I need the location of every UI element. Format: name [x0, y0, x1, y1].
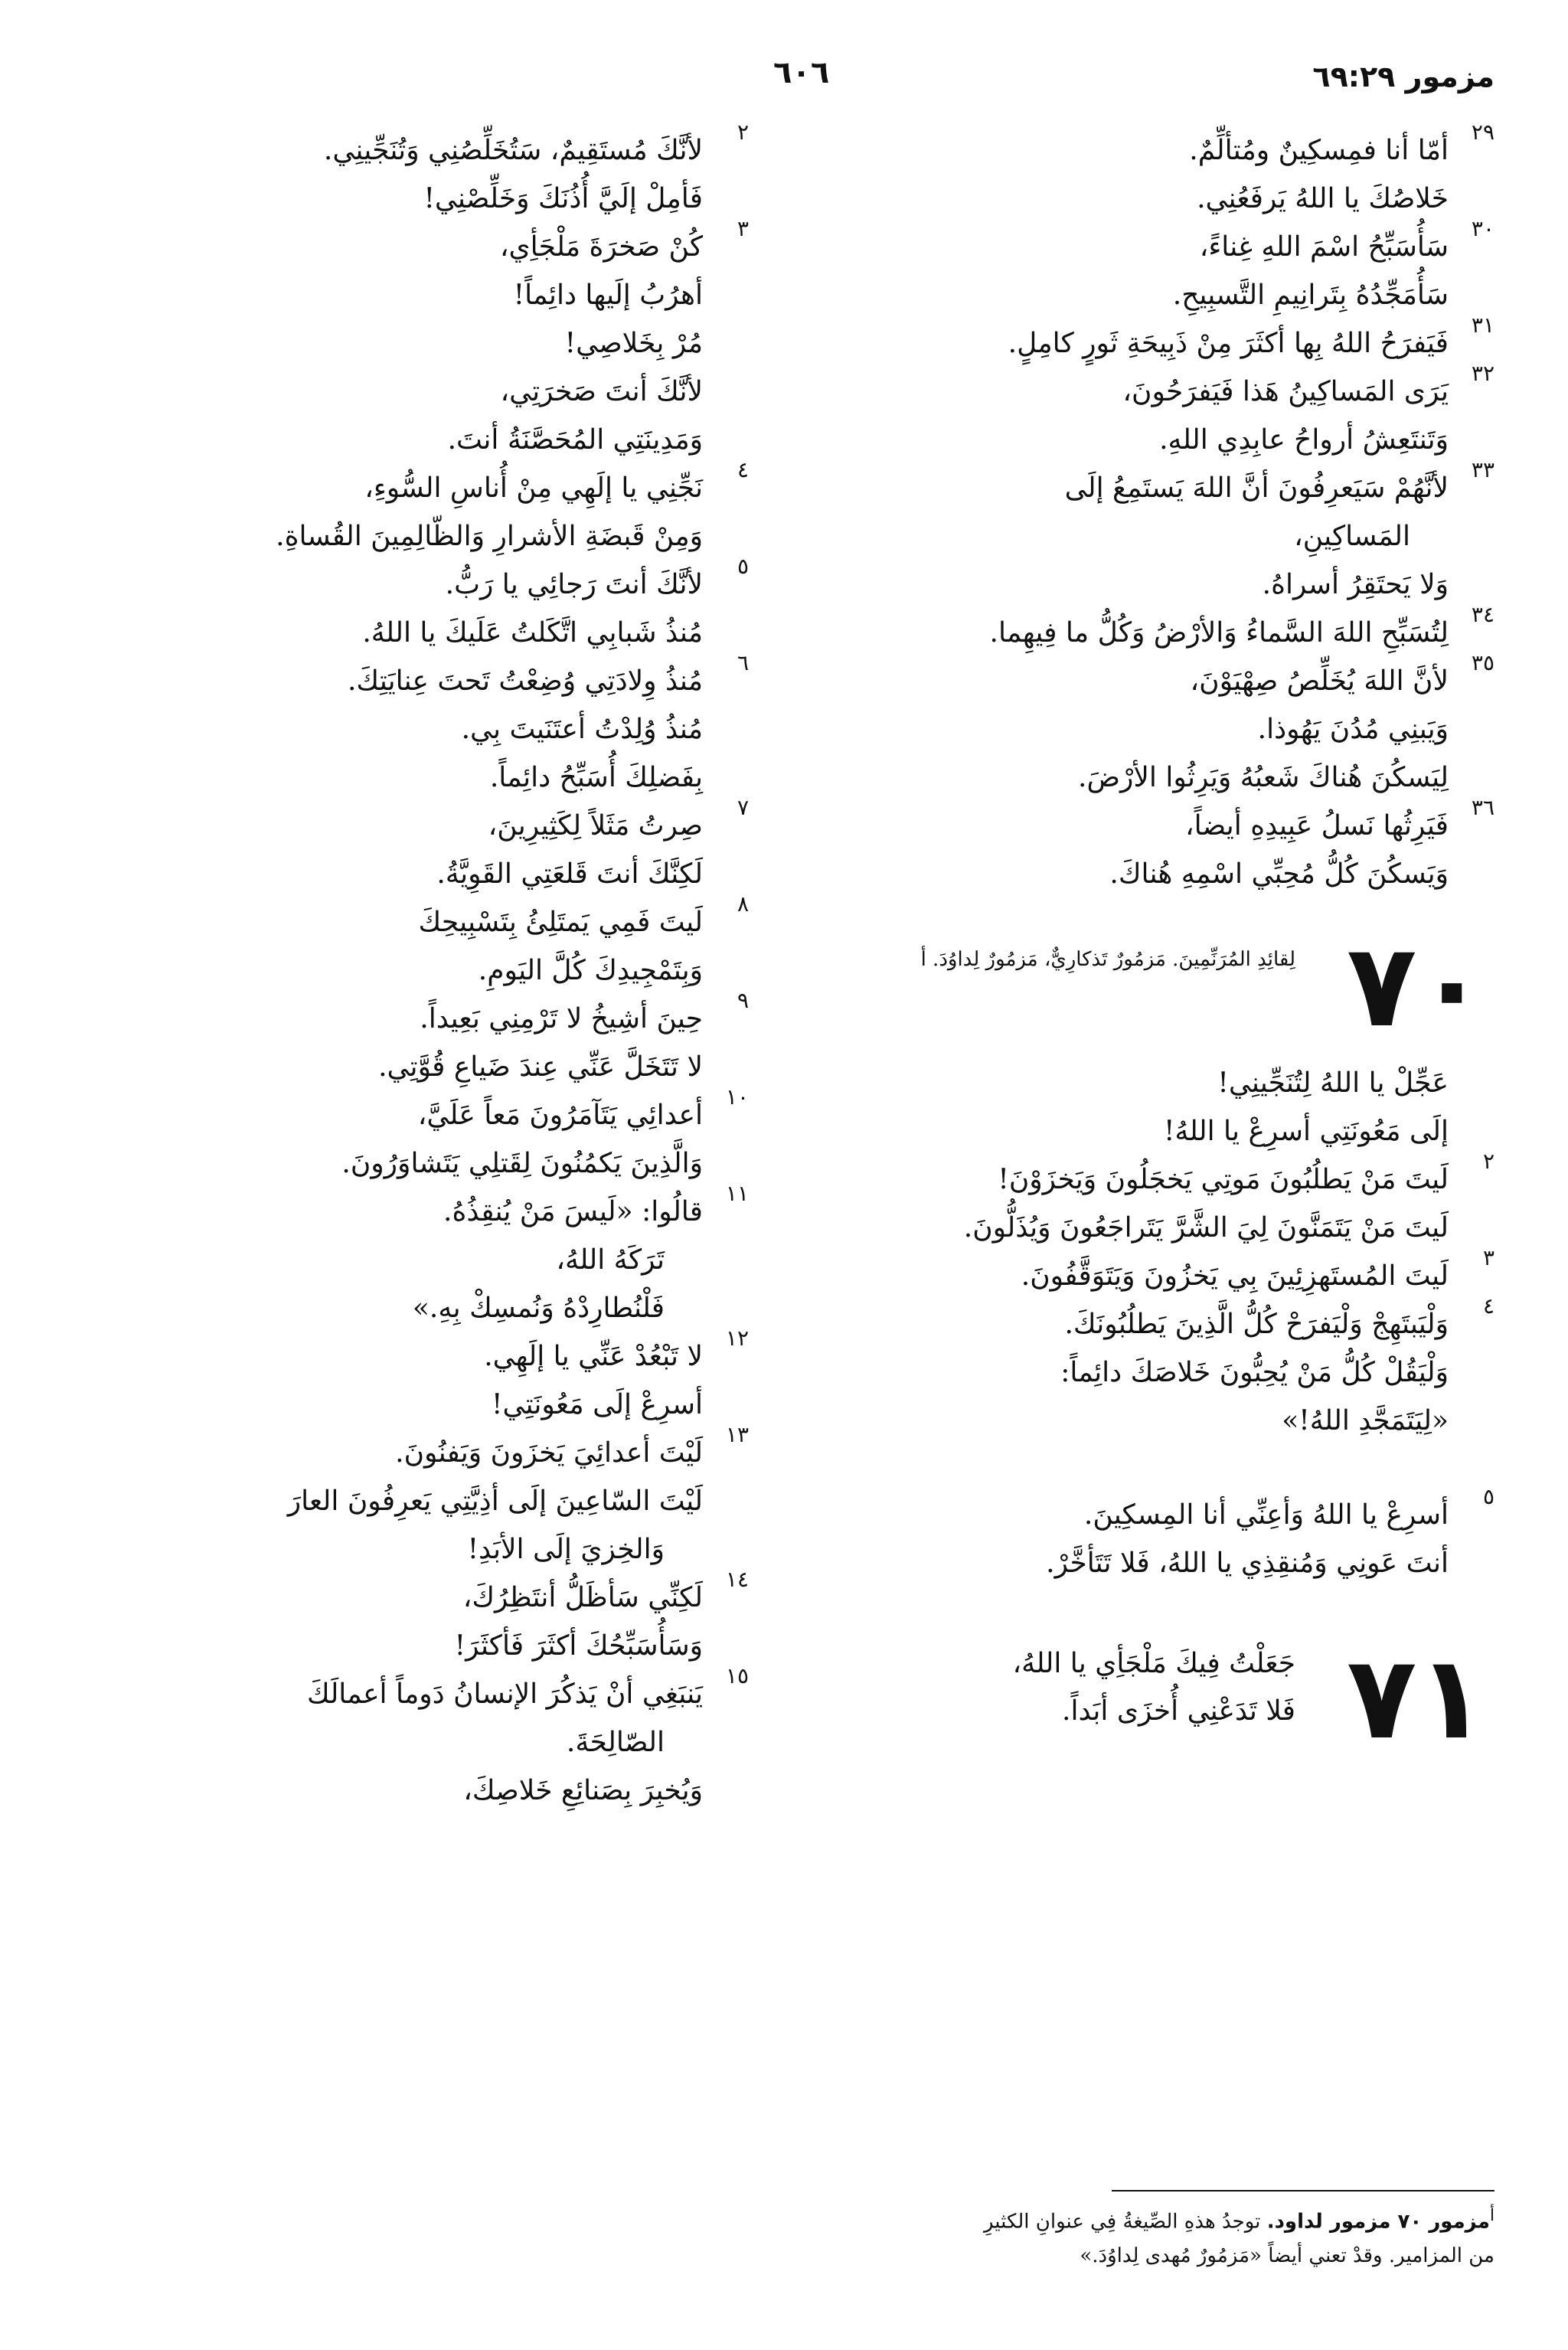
running-title: مزمور ٦٩:٢٩ [1312, 60, 1494, 93]
verse-text: خَلاصُكَ يا اللهُ يَرفَعُنِي. [1197, 183, 1449, 214]
verse-text: مُرْ بِخَلاصِي! [564, 328, 703, 359]
verse-line [790, 1107, 1494, 1155]
verse-text: أعدائِي يَتَآمَرُونَ مَعاً عَلَيَّ، [417, 1100, 703, 1131]
verse-text: وَالَّذِينَ يَكمُنُونَ لِقَتلِي يَتَشاوَرُونَ. [341, 1148, 703, 1179]
verse-line [60, 554, 749, 609]
left-column [60, 119, 749, 1815]
psalm71-line2: فَلا تَدَعْنِي أُخزَى أبَداً. [1062, 1695, 1295, 1727]
verse-number: ٩ [737, 988, 749, 1013]
verse-line [60, 1663, 749, 1718]
verse-text: لِيَسكُنَ هُناكَ شَعبُهُ وَيَرِثُوا الأرْضَ. [1078, 762, 1449, 793]
verse-line [790, 850, 1494, 898]
verse-number: ٦ [737, 650, 749, 675]
verse-line [60, 1718, 749, 1767]
verse-line [790, 650, 1494, 705]
verse-line [60, 216, 749, 271]
footnote-marker: أ [1489, 2206, 1494, 2225]
verse-number: ١٠ [725, 1084, 749, 1110]
verse-text: وَيَبنِي مُدُنَ يَهُوذا. [1257, 714, 1449, 745]
verse-text: «لِيَتَمَجَّدِ اللهُ!» [1282, 1405, 1449, 1436]
verse-text: بِفَضلِكَ أُسَبِّحُ دائِماً. [489, 762, 703, 793]
verse-line [60, 1525, 749, 1574]
verse-line [790, 361, 1494, 416]
verse-text: لَكِنَّكَ أنتَ قَلعَتِي القَوِيَّةُ. [436, 858, 703, 890]
verse-text: وَسَأُسَبِّحُكَ أكثَرَ فَأكثَرَ! [454, 1630, 703, 1662]
verse-text: لا تَبْعُدْ عَنِّي يا إلَهِي. [484, 1341, 703, 1372]
verse-text: الصّالِحَةَ. [566, 1727, 665, 1758]
verse-text: لَكِنِّي سَأظَلُّ أنتَظِرُكَ، [462, 1582, 703, 1613]
verse-line [60, 1767, 749, 1815]
verse-line [60, 1236, 749, 1284]
verse-number: ١٥ [725, 1663, 749, 1688]
verse-line [790, 216, 1494, 271]
verse-text: لأنَّ اللهَ يُخَلِّصُ صِهْيَوْنَ، [1190, 665, 1449, 697]
verse-text: وَلْيَقُلْ كُلُّ مَنْ يُحِبُّونَ خَلاصَكَ دائِماً: [1060, 1357, 1449, 1388]
right-column [790, 119, 1494, 1765]
psalm70-superscription: لِقائِدِ المُرَنِّمِينَ. مَزمُورٌ تَذكارِيٌّ، مَزمُورٌ لِداوُدَ. أ [920, 948, 1295, 971]
verse-number: ٣٠ [1471, 216, 1494, 241]
verse-line [60, 1477, 749, 1525]
footnote-line1 [805, 2199, 1494, 2239]
verse-line [60, 705, 749, 753]
verse-text: لَيْتَ أعدائِيَ يَخزَونَ وَيَفنُونَ. [395, 1437, 703, 1469]
verse-line [60, 891, 749, 946]
verse-line [790, 1397, 1494, 1445]
verse-number: ٤ [1482, 1293, 1494, 1319]
verse-text: يَنبَغِي أنْ يَذكُرَ الإنسانُ دَوماً أعمالَكَ [306, 1678, 703, 1710]
verse-text: وَمِنْ قَبضَةِ الأشرارِ وَالظّالِمِينَ القُساةِ. [276, 521, 703, 552]
verse-line [790, 271, 1494, 319]
verse-text: وَلا يَحتَقِرُ أسراهُ. [1262, 569, 1449, 600]
verse-text: لَيْتَ السّاعِينَ إلَى أذِيَّتِي يَعرِفُونَ العارَ [287, 1486, 703, 1517]
page-number: ٦٠٦ [773, 55, 830, 90]
verse-text: فَلْنُطارِدْهُ وَنُمسِكْ بِهِ.» [412, 1293, 665, 1324]
verse-line [790, 795, 1494, 850]
footnote [805, 2199, 1494, 2273]
verse-line [60, 512, 749, 561]
verse-number: ١٣ [725, 1422, 749, 1447]
verse-line [790, 1293, 1494, 1348]
verse-number: ٣ [737, 216, 749, 241]
verse-line [60, 1422, 749, 1477]
verse-number: ٨ [737, 891, 749, 917]
footnote-title: مزمور ٧٠ مزمور لداود. [1266, 2210, 1490, 2234]
verse-line [790, 1059, 1494, 1107]
verse-number: ٣١ [1471, 312, 1494, 338]
verse-text: قالُوا: «لَيسَ مَنْ يُنقِذُهُ. [443, 1196, 703, 1227]
verse-text: مُنذُ وُلِدْتُ أعتَنَيتَ بِي. [461, 714, 703, 745]
verse-text: أسرِعْ يا اللهُ وَأعِنِّي أنا المِسكِينَ. [1083, 1499, 1449, 1531]
verse-number: ٧ [737, 795, 749, 820]
verse-text: كُنْ صَخرَةَ مَلْجَأِي، [499, 231, 703, 263]
verse-line [60, 175, 749, 223]
verse-text: لأنَّكَ أنتَ رَجائِي يا رَبُّ. [445, 569, 703, 600]
verse-line [60, 1325, 749, 1381]
psalm70-verses-end [790, 1484, 1494, 1587]
verse-number: ٣ [1482, 1245, 1494, 1270]
verse-line [60, 1139, 749, 1188]
verse-text: لَيتَ مَنْ يَتَمَنَّونَ لِيَ الشَّرَّ يَتَراجَعُونَ وَيُذَلُّونَ. [963, 1212, 1449, 1244]
verse-text: وَلْيَبتَهِجْ وَلْيَفرَحْ كُلُّ الَّذِينَ يَطلُبُونَكَ. [1064, 1309, 1449, 1340]
verse-text: صِرتُ مَثَلاً لِكَثِيرِينَ، [488, 810, 703, 842]
footnote-rule [1112, 2190, 1494, 2191]
verse-line [60, 1181, 749, 1236]
verse-line [790, 175, 1494, 223]
verse-line [60, 850, 749, 898]
verse-number: ٣٢ [1471, 361, 1494, 386]
verse-text: أنتَ عَونِي وَمُنقِذِي يا اللهُ، فَلا تَتَأخَّرْ. [1046, 1548, 1449, 1579]
footnote-line2: من المزامير. وقدْ تعني أيضاً «مَزمُورٌ مُهدى لِداوُدَ.» [1080, 2244, 1494, 2267]
verse-line [790, 561, 1494, 609]
psalm70-heading [790, 920, 1494, 1053]
verse-text: فَيَرِثُها نَسلُ عَبِيدِهِ أيضاً، [1184, 810, 1449, 842]
verse-line [60, 1567, 749, 1622]
verse-text: أمّا أنا فمِسكِينٌ ومُتألِّمٌ. [1189, 135, 1449, 166]
verse-line [790, 457, 1494, 512]
verse-number: ٥ [737, 554, 749, 579]
verse-line [60, 609, 749, 657]
verse-line [60, 1043, 749, 1091]
verse-line [60, 795, 749, 850]
verse-text: لا تَتَخَلَّ عَنِّي عِندَ ضَياعِ قُوَّتِي. [378, 1051, 703, 1083]
psalm70-verses [790, 1059, 1494, 1445]
verse-line [60, 1084, 749, 1139]
footnote-text1: توجدُ هذهِ الصِّيغةُ فِي عنوانِ الكثيرِ [983, 2210, 1267, 2234]
verse-text: فَيَفرَحُ اللهُ بِها أكثَرَ مِنْ ذَبِيحَةِ ثَورٍ كامِلٍ. [1008, 328, 1449, 359]
verse-line [60, 416, 749, 464]
verse-line [790, 753, 1494, 802]
verse-number: ٤ [737, 457, 749, 482]
verse-number: ١٢ [725, 1325, 749, 1351]
verse-text: نَجِّنِي يا إلَهِي مِنْ أُناسِ السُّوءِ، [364, 472, 703, 504]
verse-text: وَمَدِينَتِي المُحَصَّنَةُ أنتَ. [447, 424, 703, 456]
verse-line [790, 512, 1494, 561]
verse-text: عَجِّلْ يا اللهُ لِتُنَجِّينِي! [1217, 1067, 1449, 1099]
verse-text: لِتُسَبِّحِ اللهَ السَّماءُ وَالأرْضُ وَكُلُّ ما فِيهِما. [989, 617, 1449, 649]
verse-text: يَرَى المَساكِينُ هَذا فَيَفرَحُونَ، [1122, 376, 1449, 407]
verse-text: وَبِتَمْجِيدِكَ كُلَّ اليَومِ. [478, 955, 703, 986]
verse-number: ٣٥ [1471, 650, 1494, 675]
verse-text: إلَى مَعُونَتِي أسرِعْ يا اللهُ! [1163, 1116, 1449, 1147]
verse-text: لَيتَ مَنْ يَطلُبُونَ مَوتِي يَخجَلُونَ وَيَخزَوْنَ! [998, 1164, 1449, 1195]
psalm69-verses [790, 119, 1494, 898]
verse-text: تَرَكَهُ اللهُ، [556, 1244, 665, 1276]
verse-number: ١٤ [725, 1567, 749, 1592]
verse-text: لأنَّكَ مُستَقِيمٌ، سَتُخَلِّصُنِي وَتُنَجِّينِي. [323, 135, 703, 166]
verse-text: فَأمِلْ إلَيَّ أُذُنَكَ وَخَلِّصْنِي! [423, 183, 703, 214]
verse-number: ١١ [725, 1181, 749, 1206]
verse-line [790, 1204, 1494, 1252]
verse-number: ٢ [737, 119, 749, 145]
verse-number: ٣٤ [1471, 602, 1494, 627]
verse-number: ٢ [1482, 1149, 1494, 1174]
psalm71-heading [790, 1633, 1494, 1763]
verse-line [60, 271, 749, 319]
psalm71-number: ٧١ [1346, 1632, 1487, 1765]
verse-line [60, 988, 749, 1043]
verse-text: المَساكِينِ، [1294, 521, 1410, 552]
psalm71-line1: جَعَلْتُ فِيكَ مَلْجَأِي يا اللهُ، [1012, 1648, 1295, 1679]
verse-text: سَأُسَبِّحُ اسْمَ اللهِ غِناءً، [1199, 231, 1449, 263]
verse-line [60, 650, 749, 705]
verse-text: لأنَّكَ أنتَ صَخرَتِي، [500, 376, 703, 407]
verse-line [60, 319, 749, 368]
verse-line [790, 1149, 1494, 1204]
verse-line [790, 1539, 1494, 1587]
verse-text: حِينَ أشِيخُ لا تَرْمِنِي بَعِيداً. [420, 1003, 703, 1034]
verse-line [60, 1284, 749, 1332]
verse-line [60, 119, 749, 175]
verse-text: مُنذُ وِلادَتِي وُضِعْتُ تَحتَ عِنايَتِكَ. [347, 665, 703, 697]
verse-text: وَيُخبِرَ بِصَنائِعِ خَلاصِكَ، [463, 1775, 703, 1806]
verse-line [790, 602, 1494, 657]
verse-text: لأنَّهُمْ سَيَعرِفُونَ أنَّ اللهَ يَستَمِعُ إلَى [1064, 472, 1449, 504]
verse-text: مُنذُ شَبابِي اتَّكَلتُ عَلَيكَ يا اللهُ. [362, 617, 703, 649]
page-header [0, 52, 1568, 113]
verse-number: ٥ [1482, 1484, 1494, 1509]
verse-text: وَالخِزيَ إلَى الأبَدِ! [467, 1534, 665, 1565]
verse-line [790, 119, 1494, 175]
verse-line [790, 1245, 1494, 1300]
verse-text: سَأُمَجِّدُهُ بِتَرانِيمِ التَّسبِيحِ. [1172, 279, 1449, 311]
psalm70-number: ٧٠ [1346, 920, 1487, 1053]
verse-line [60, 1622, 749, 1670]
verse-line [790, 1484, 1494, 1539]
verse-number: ٣٦ [1471, 795, 1494, 820]
verse-line [790, 1348, 1494, 1397]
verse-line [60, 457, 749, 512]
verse-line [60, 368, 749, 416]
verse-number: ٣٣ [1471, 457, 1494, 482]
verse-line [60, 946, 749, 995]
verse-line [60, 753, 749, 802]
verse-line [790, 705, 1494, 753]
verse-number: ٢٩ [1471, 119, 1494, 145]
verse-text: وَتَنتَعِشُ أرواحُ عابِدِي اللهِ. [1159, 424, 1449, 456]
verse-text: وَيَسكُنَ كُلُّ مُحِبِّي اسْمِهِ هُناكَ. [1109, 858, 1449, 890]
verse-text: أهرُبُ إلَيها دائِماً! [513, 279, 703, 311]
verse-line [790, 312, 1494, 368]
verse-text: لَيتَ فَمِي يَمتَلِئُ بِتَسْبِيحِكَ [418, 907, 703, 938]
verse-line [60, 1381, 749, 1429]
verse-text: أسرِعْ إلَى مَعُونَتِي! [492, 1389, 703, 1420]
verse-line [790, 416, 1494, 464]
verse-text: لَيتَ المُستَهزِئِينَ بِي يَخزُونَ وَيَتَوَقَّفُونَ. [1021, 1260, 1449, 1292]
